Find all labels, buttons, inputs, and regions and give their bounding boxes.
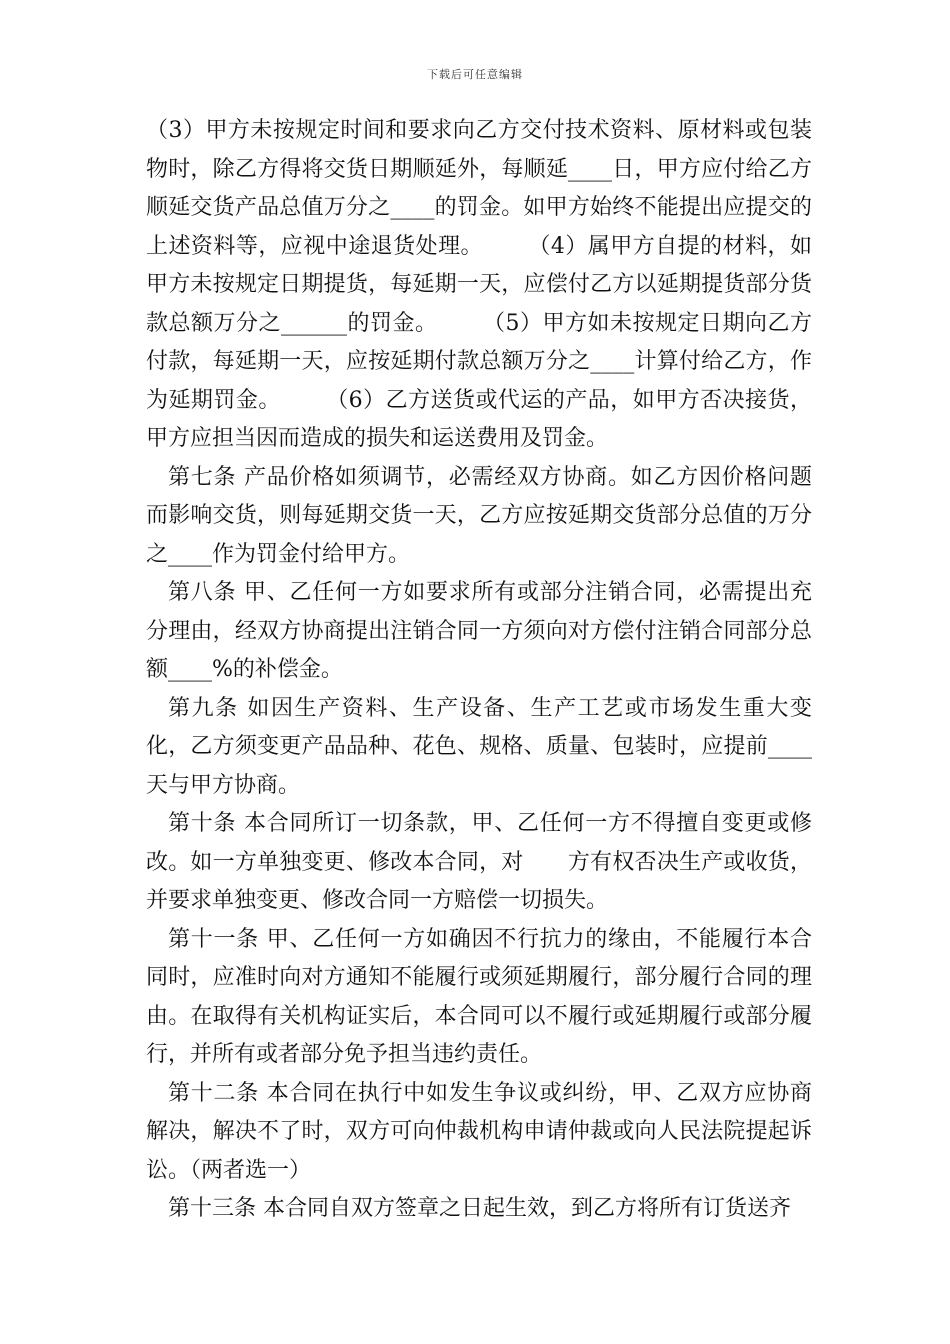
- paragraph-article-13: 第十三条 本合同自双方签章之日起生效，到乙方将所有订货送齐: [168, 1196, 791, 1221]
- paragraph-article-10: 第十条 本合同所订一切条款，甲、乙任何一方不得擅自变更或修改。如一方单独变更、修改本合同，对 方有权否决生产或收货，并要求单独变更、修改合同一方赔偿一切损失。: [146, 811, 812, 913]
- paragraph-article-11: 第十一条 甲、乙任何一方如确因不行抗力的缘由，不能履行本合同时，应准时向对方通知不能履行或须延期履行，部分履行合同的理由。在取得有关机构证实后，本合同可以不履行或延期履行或部分履行，并所有或者部分免予担当违约责任。: [146, 926, 812, 1067]
- document-body: [146, 112, 812, 1229]
- paragraph-article-7: 第七条 产品价格如须调节，必需经双方协商。如乙方因价格问题而影响交货，则每延期交货一天，乙方应按延期交货部分总值的万分之____作为罚金付给甲方。: [146, 464, 812, 567]
- paragraph-article-9: 第九条 如因生产资料、生产设备、生产工艺或市场发生重大变化，乙方须变更产品品种、花色、规格、质量、包装时，应提前____天与甲方协商。: [146, 695, 812, 798]
- paragraph-article-8: 第八条 甲、乙任何一方如要求所有或部分注销合同，必需提出充分理由，经双方协商提出注销合同一方须向对方偿付注销合同部分总额____%的补偿金。: [146, 580, 812, 682]
- page-header: 下载后可任意编辑: [427, 68, 523, 81]
- paragraph-penalty-clauses: （3）甲方未按规定时间和要求向乙方交付技术资料、原材料或包装物时，除乙方得将交货日期顺延外，每顺延____日，甲方应付给乙方顺延交货产品总值万分之____的罚金。如甲方始终不能提出应提交的上述资料等，应视中途退货处理。 （4）属甲方自提的材料，如甲方未按规定日期提货，每延期一天，应偿付乙方以延期提货部分货款总额万分之______的罚金。 （5）甲方如未按规定日期向乙方付款，每延期一天，应按延期付款总额万分之____计算付给乙方，作为延期罚金。 （6）乙方送货或代运的产品，如甲方否决接货，甲方应担当因而造成的损失和运送费用及罚金。: [146, 118, 812, 451]
- paragraph-article-12: 第十二条 本合同在执行中如发生争议或纠纷，甲、乙双方应协商解决，解决不了时，双方可向仲裁机构申请仲裁或向人民法院提起诉讼。（两者选一）: [146, 1080, 812, 1183]
